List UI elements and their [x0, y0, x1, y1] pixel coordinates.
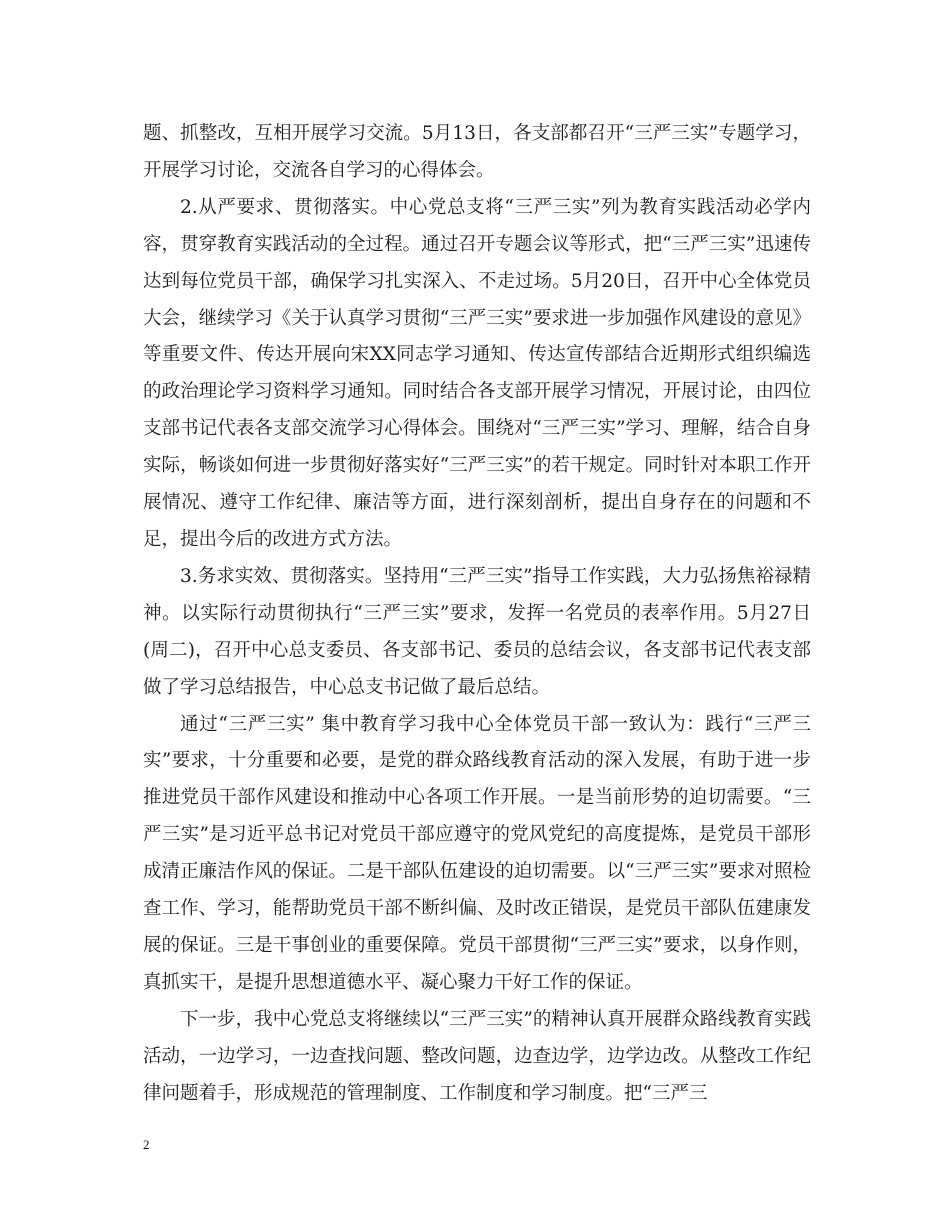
paragraph-consensus: 通过“三严三实” 集中教育学习我中心全体党员干部一致认为：践行“三严三实”要求，十分重要和必要，是党的群众路线教育活动的深入发展，有助于进一步推进党员干部作风建设和推动中心各项工作开展。一是当前形势的迫切需要。“三严三实”是习近平总书记对党员干部应遵守的党风党纪的高度提炼，是党员干部形成清正廉洁作风的保证。二是干部队伍建设的迫切需要。以“三严三实”要求对照检查工作、学习，能帮助党员干部不断纠偏、及时改正错误，是党员干部队伍建康发展的保证。三是干事创业的重要保障。党员干部贯彻“三严三实”要求，以身作则，真抓实干，是提升思想道德水平、凝心聚力干好工作的保证。: [143, 713, 811, 993]
paragraph-strict-requirements: 2.从严要求、贯彻落实。中心党总支将“三严三实”列为教育实践活动必学内容，贯穿教育实践活动的全过程。通过召开专题会议等形式，把“三严三实”迅速传达到每位党员干部，确保学习扎实深入、不走过场。5月20日，召开中心全体党员大会，继续学习《关于认真学习贯彻“三严三实”要求进一步加强作风建设的意见》等重要文件、传达开展向宋XX同志学习通知、传达宣传部结合近期形式组织编选的政治理论学习资料学习通知。同时结合各支部开展学习情况，开展讨论，由四位支部书记代表各支部交流学习心得体会。围绕对“三严三实”学习、理解，结合自身实际，畅谈如何进一步贯彻好落实好“三严三实”的若干规定。同时针对本职工作开展情况、遵守工作纪律、廉洁等方面，进行深刻剖析，提出自身存在的问题和不足，提出今后的改进方式方法。: [143, 196, 811, 550]
paragraph-next-steps: 下一步，我中心党总支将继续以“三严三实”的精神认真开展群众路线教育实践活动，一边学习，一边查找问题、整改问题，边查边学，边学边改。从整改工作纪律问题着手，形成规范的管理制度、工作制度和学习制度。把“三严三: [143, 1008, 811, 1104]
paragraph-continued: 题、抓整改，互相开展学习交流。5月13日，各支部都召开“三严三实”专题学习，开展学习讨论，交流各自学习的心得体会。: [143, 123, 811, 181]
page-number: 2: [143, 1137, 150, 1152]
document-body: [143, 116, 811, 1112]
paragraph-practical-results: 3.务求实效、贯彻落实。坚持用“三严三实”指导工作实践，大力弘扬焦裕禄精神。以实际行动贯彻执行“三严三实”要求，发挥一名党员的表率作用。5月27日(周二)，召开中心总支委员、各支部书记、委员的总结会议，各支部书记代表支部做了学习总结报告，中心总支书记做了最后总结。: [143, 565, 811, 698]
